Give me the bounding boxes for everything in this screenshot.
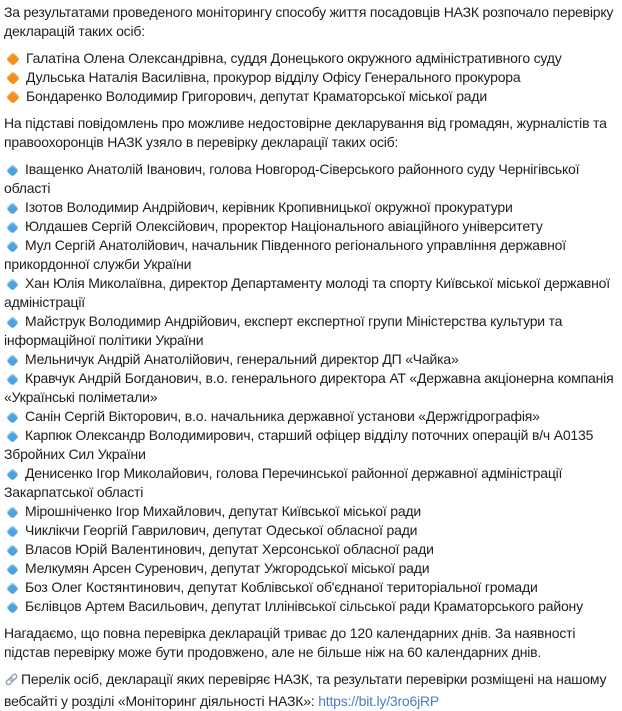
- list-item-text: Карпюк Олександр Володимирович, старший офіцер відділу поточних операцій в/ч А0135 Збройних Сил України: [4, 427, 594, 462]
- orange-diamond-icon: [6, 52, 20, 66]
- list-item: [4, 87, 616, 106]
- list-item-text: Мельничук Андрій Анатолійович, генеральний директор ДП «Чайка»: [25, 351, 459, 367]
- blue-diamond-icon: [6, 430, 19, 443]
- blue-diamond-icon: [6, 278, 19, 291]
- list-item: [4, 597, 616, 616]
- list-item-text: Чиклікчи Георгій Гаврилович, депутат Одеської обласної ради: [25, 522, 418, 538]
- blue-diamond-icon: [6, 221, 19, 234]
- blue-diamond-icon: [6, 164, 19, 177]
- list-item-text: Майструк Володимир Андрійович, експерт експертної групи Міністерства культури та інформаційної політики України: [4, 313, 563, 348]
- list-item: [4, 521, 616, 540]
- list-item-text: Галатіна Олена Олександрівна, суддя Донецького окружного адміністративного суду: [26, 50, 562, 66]
- list-item-text: Бєлівцов Артем Васильович, депутат Іллінівської сільської ради Краматорського району: [25, 598, 583, 614]
- list-item: [4, 502, 616, 521]
- list-item-text: Боз Олег Костянтинович, депутат Коблівської об'єднаної територіальної громади: [25, 579, 538, 595]
- blue-diamond-icon: [6, 411, 19, 424]
- list-item-text: Кравчук Андрій Богданович, в.о. генерального директора АТ «Державна акціонерна компанія «Українські поліметали»: [4, 370, 614, 405]
- list-item: [4, 312, 616, 350]
- list-item-text: Мул Сергій Анатолійович, начальник Південного регіонального управління державної прикордонної служби України: [4, 237, 566, 272]
- paperclip-link-icon: [4, 672, 19, 692]
- list-item-text: Бондаренко Володимир Григорович, депутат Краматорської міської ради: [26, 88, 487, 104]
- blue-diamond-icon: [6, 316, 19, 329]
- list-item: [4, 236, 616, 274]
- list-item-text: Хан Юлія Миколаївна, директор Департаменту молоді та спорту Київської міської державної адміністрації: [4, 275, 610, 310]
- list-item: [4, 369, 616, 407]
- orange-diamond-icon: [6, 90, 20, 104]
- blue-diamond-icon: [6, 563, 19, 576]
- orange-diamond-icon: [6, 71, 20, 85]
- list-item: [4, 559, 616, 578]
- list-item: [4, 350, 616, 369]
- blue-diamond-icon: [6, 525, 19, 538]
- list-item-text: Мірошніченко Ігор Михайлович, депутат Київської міської ради: [25, 503, 422, 519]
- list-item: [4, 274, 616, 312]
- list-item-text: Іващенко Анатолій Іванович, голова Новгород-Сіверського районного суду Чернігівської області: [4, 161, 580, 196]
- list-item-text: Власов Юрій Валентинович, депутат Херсонської обласної ради: [25, 541, 434, 557]
- blue-diamond-icon: [6, 506, 19, 519]
- blue-diamond-icon: [6, 544, 19, 557]
- intro-paragraph-1: За результатами проведеного моніторингу способу життя посадовців НАЗК розпочало перевірку декларацій таких осіб:: [4, 4, 614, 39]
- blue-diamond-icon: [6, 582, 19, 595]
- reminder-paragraph: Нагадаємо, що повна перевірка декларацій триває до 120 календарних днів. За наявності підстав перевірку може бути продовжено, але не більше ніж на 60 календарних днів.: [4, 625, 576, 660]
- list-item-text: Юлдашев Сергій Олексійович, проректор Національного авіаційного університету: [25, 218, 543, 234]
- list-item-text: Денисенко Ігор Миколайович, голова Перечинської районної державної адміністрації Закарпатської області: [4, 465, 563, 500]
- list-item-text: Санін Сергій Вікторович, в.о. начальника державної установи «Держгідрографія»: [25, 408, 540, 424]
- list-item: [4, 68, 616, 87]
- lifestyle-monitoring-check-list: [4, 49, 616, 106]
- list-item: [4, 217, 616, 236]
- blue-diamond-icon: [6, 601, 19, 614]
- footer-text: Перелік осіб, декларації яких перевіряє НАЗК, та результати перевірки розміщені на нашому вебсайті у розділі «Моніторинг діяльності НАЗК»:: [4, 671, 607, 709]
- list-item: [4, 426, 616, 464]
- blue-diamond-icon: [6, 468, 19, 481]
- footer-link[interactable]: https://bit.ly/3ro6jRP: [318, 693, 440, 709]
- reported-declarations-check-list: [4, 160, 616, 616]
- list-item: [4, 540, 616, 559]
- list-item: [4, 160, 616, 198]
- blue-diamond-icon: [6, 202, 19, 215]
- blue-diamond-icon: [6, 240, 19, 253]
- list-item: [4, 578, 616, 597]
- list-item-text: Дульська Наталія Василівна, прокурор відділу Офісу Генерального прокурора: [26, 69, 521, 85]
- post-content: [4, 3, 616, 711]
- intro-paragraph-2: На підставі повідомлень про можливе недостовірне декларування від громадян, журналістів та правоохоронців НАЗК узяло в перевірку декларації таких осіб:: [4, 115, 607, 150]
- list-item: [4, 198, 616, 217]
- list-item: [4, 464, 616, 502]
- list-item-text: Ізотов Володимир Андрійович, керівник Кропивницької окружної прокуратури: [25, 199, 513, 215]
- list-item: [4, 407, 616, 426]
- blue-diamond-icon: [6, 373, 19, 386]
- list-item-text: Мелкумян Арсен Суренович, депутат Ужгородської міської ради: [25, 560, 430, 576]
- list-item: [4, 49, 616, 68]
- footer-paragraph: [4, 670, 616, 711]
- blue-diamond-icon: [6, 354, 19, 367]
